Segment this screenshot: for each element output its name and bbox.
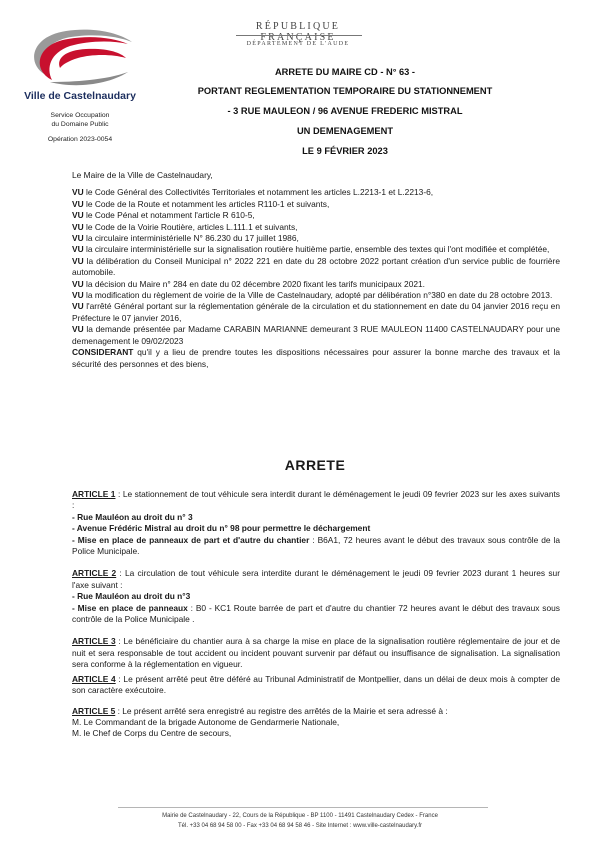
logo-red-swoosh — [59, 49, 126, 68]
article-3: ARTICLE 3 : Le bénéficiaire du chantier aura à sa charge la mise en place de la signalisation routière réglementaire de jour et de nuit et sera responsable de tout accident ou incident pouvant survenir par défaut ou insuffisance de signalisation. La signalisation sera conforme à la réglementation en vigueur. — [72, 636, 560, 670]
republic-divider — [236, 35, 362, 36]
republic-heading: RÉPUBLIQUE FRANÇAISE — [255, 21, 341, 43]
decree-subject: PORTANT REGLEMENTATION TEMPORAIRE DU STATIONNEMENT — [197, 86, 493, 96]
recipient: M. Le Commandant de la brigade Autonome de Gendarmerie Nationale, — [72, 716, 340, 727]
service-line-2: du Domaine Public — [51, 121, 109, 128]
decree-number: ARRETE DU MAIRE CD - N° 63 - — [274, 67, 416, 77]
decree-date: LE 9 FÉVRIER 2023 — [302, 146, 388, 156]
preamble — [72, 170, 560, 370]
city-name: Ville de Castelnaudary — [24, 90, 136, 102]
article-4: ARTICLE 4 : Le présent arrêté peut être déféré au Tribunal Administratif de Montpellier, dans un délai de deux mois à compter de son caractère exécutoire. — [72, 673, 561, 696]
mayor-intro: Le Maire de la Ville de Castelnaudary, — [72, 170, 213, 180]
footer-divider — [118, 807, 488, 808]
footer-address: Mairie de Castelnaudary - 22, Cours de la République - BP 1100 - 11491 Castelnaudary Cedex - France — [162, 813, 438, 819]
article-1-item: - Avenue Frédéric Mistral au droit du n° 98 pour permettre le déchargement — [72, 523, 371, 534]
vu-item: VU la décision du Maire n° 284 en date du 02 décembre 2020 fixant les tarifs municipaux 2021. — [72, 278, 425, 289]
vu-item: VU la circulaire interministérielle sur la signalisation routière huitième partie, ensemble des textes qui l'ont modifiée et complétée, — [72, 244, 550, 255]
vu-item: VU le Code Général des Collectivités Territoriales et notamment les articles L.2213-1 et L.2213-6, — [72, 187, 434, 198]
logo-grey-base — [50, 72, 128, 85]
operation-number: Opération 2023-0054 — [47, 136, 113, 143]
considerant: CONSIDERANT qu'il y a lieu de prendre toutes les dispositions nécessaires pour assurer la bonne marche des travaux et la sécurité des personnes et des biens, — [72, 347, 560, 369]
department-heading: DÉPARTEMENT DE L'AUDE — [246, 41, 350, 47]
articles — [72, 489, 560, 740]
service-label — [14, 111, 146, 129]
arrete-heading: ARRETE — [284, 457, 346, 473]
article-2: ARTICLE 2 : La circulation de tout véhicule sera interdite durant le déménagement le jeudi 09 fevrier 2023 durant 1 heures sur l'axe suivant : — [72, 568, 560, 590]
article-2-item: - Rue Mauléon au droit du n°3 — [72, 591, 191, 602]
service-line-1: Service Occupation — [50, 112, 110, 119]
castelnaudary-logo — [22, 22, 138, 88]
recipient: M. le Chef de Corps du Centre de secours, — [72, 728, 232, 739]
vu-item: VU la délibération du Conseil Municipal n° 2022 221 en date du 28 octobre 2022 portant création d'un service public de fourrière automobile. — [72, 255, 560, 278]
vu-item: VU la modification du règlement de voirie de la Ville de Castelnaudary, adopté par délibération n°380 en date du 28 octobre 2013. — [72, 290, 553, 301]
footer-contact: Tél. +33 04 68 94 58 00 - Fax +33 04 68 94 58 46 - Site Internet : www.ville-castelnaudary.fr — [177, 823, 423, 829]
article-1: ARTICLE 1 : Le stationnement de tout véhicule sera interdit durant le déménagement le jeudi 09 fevrier 2023 sur les axes suivants : — [72, 489, 560, 511]
article-1-item: - Mise en place de panneaux de part et d'autre du chantier : B6A1, 72 heures avant le début des travaux sous contrôle de la Police Municipale. — [72, 534, 560, 557]
article-2-item: - Mise en place de panneaux : B0 - KC1 Route barrée de part et d'autre du chantier 72 heures avant le début des travaux sous contrôle de la Police Municipale . — [72, 602, 560, 625]
vu-item: VU le Code Pénal et notamment l'article R 610-5, — [72, 210, 255, 221]
vu-item: VU le Code de la Route et notamment les articles R110-1 et suivants, — [72, 198, 330, 209]
article-1-item: - Rue Mauléon au droit du n° 3 — [72, 511, 193, 522]
article-5: ARTICLE 5 : Le présent arrêté sera enregistré au registre des arrêtés de la Mairie et sera adressé à : — [72, 705, 448, 716]
decree-purpose: UN DEMENAGEMENT — [296, 126, 394, 136]
vu-item: VU le Code de la Voirie Routière, articles L.111.1 et suivants, — [72, 221, 298, 232]
decree-address: - 3 RUE MAULEON / 96 AVENUE FREDERIC MISTRAL — [227, 106, 463, 116]
vu-item: VU la demande présentée par Madame CARABIN MARIANNE demeurant 3 RUE MAULEON 11400 CASTELNAUDARY pour une demenagement le 09/02/2023 — [72, 324, 560, 346]
vu-item: VU la circulaire interministérielle N° 86.230 du 17 juillet 1986, — [72, 233, 299, 244]
vu-item: VU l'arrêté Général portant sur la réglementation générale de la circulation et du stationnement en date du 04 janvier 2016 reçu en Préfecture le 07 janvier 2016, — [72, 301, 561, 323]
